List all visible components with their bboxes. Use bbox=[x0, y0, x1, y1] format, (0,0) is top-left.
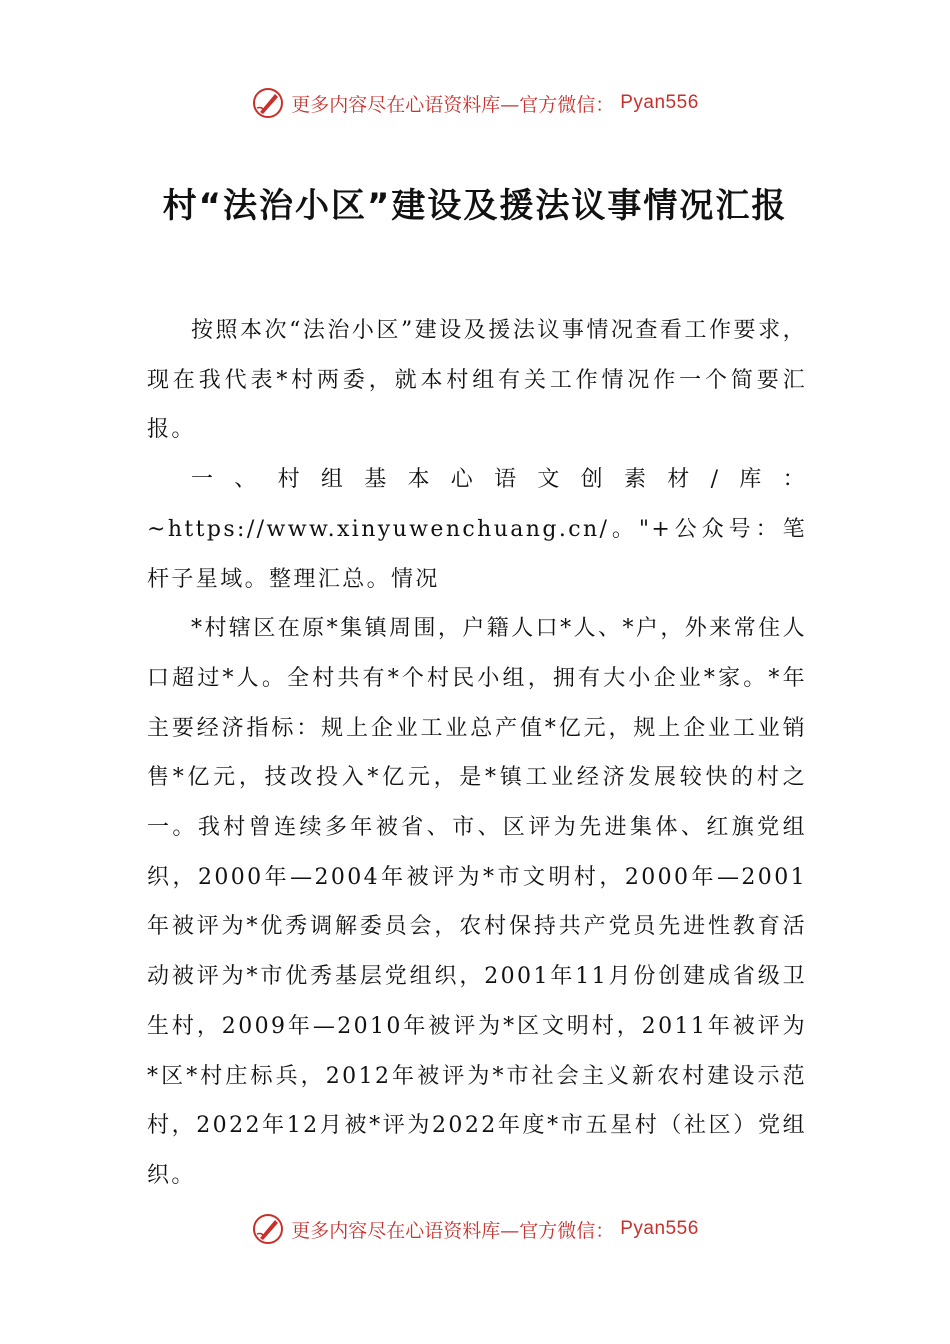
header-banner bbox=[0, 86, 950, 120]
footer-wechat-id: Pyan556 bbox=[620, 1218, 699, 1239]
pen-feather-logo-icon bbox=[251, 1212, 285, 1246]
header-banner-text: 更多内容尽在心语资料库—官方微信： bbox=[291, 93, 615, 116]
document-body bbox=[147, 306, 807, 1201]
paragraph-village-overview: *村辖区在原*集镇周围，户籍人口*人、*户，外来常住人口超过*人。全村共有*个村民小组，拥有大小企业*家。*年主要经济指标：规上企业工业总产值*亿元，规上企业工业销售*亿元，技改投入*亿元，是*镇工业经济发展较快的村之一。我村曾连续多年被省、市、区评为先进集体、红旗党组织，2000年—2004年被评为*市文明村，2000年—2001年被评为*优秀调解委员会，农村保持共产党员先进性教育活动被评为*市优秀基层党组织，2001年11月份创建成省级卫生村，2009年—2010年被评为*区文明村，2011年被评为*区*村庄标兵，2012年被评为*市社会主义新农村建设示范村，2022年12月被*评为2022年度*市五星村（社区）党组织。 bbox=[147, 616, 807, 1188]
footer-banner bbox=[0, 1212, 950, 1246]
pen-feather-logo-icon bbox=[251, 86, 285, 120]
document-title: 村“法治小区”建设及援法议事情况汇报 bbox=[162, 186, 788, 226]
paragraph-section-heading: 一、村组基本心语文创素材/库：~https://www.xinyuwenchuang.cn/。"+公众号：笔杆子星域。整理汇总。情况 bbox=[147, 467, 807, 592]
header-wechat-id: Pyan556 bbox=[620, 92, 699, 113]
paragraph-intro: 按照本次“法治小区”建设及援法议事情况查看工作要求，现在我代表*村两委，就本村组有关工作情况作一个简要汇报。 bbox=[147, 318, 807, 443]
footer-banner-text: 更多内容尽在心语资料库—官方微信： bbox=[291, 1219, 615, 1242]
